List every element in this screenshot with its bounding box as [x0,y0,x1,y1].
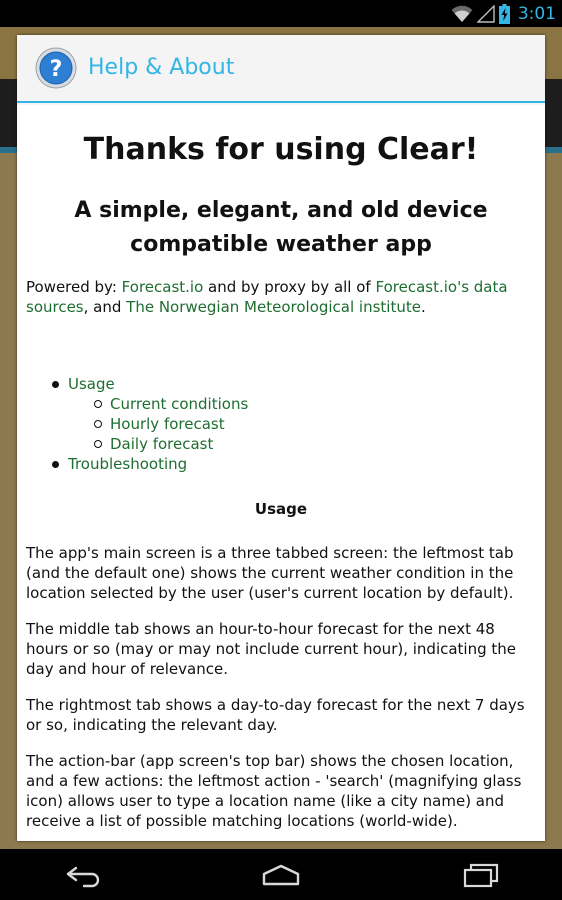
help-icon [35,47,77,89]
norwegian-met-link[interactable]: The Norwegian Meteorological institute [126,298,421,316]
forecast-io-link[interactable]: Forecast.io [121,278,204,296]
back-icon[interactable] [62,862,106,888]
status-icons [451,2,556,25]
signal-icon [477,5,495,23]
dialog-title: Help & About [88,55,235,80]
page-heading: Thanks for using Clear! [83,132,479,167]
usage-paragraph: The app's main screen is a three tabbed screen: the leftmost tab (and the default one) shows the current weather condition in the location selected by the user (user's current location by default). [26,544,514,602]
usage-paragraph: The middle tab shows an hour-to-hour forecast for the next 48 hours or so (may or may not include current hour), indicating the day and hour of relevance. [26,620,517,678]
toc-item-troubleshooting [68,454,536,474]
toc-link-daily-forecast[interactable]: Daily forecast [110,435,214,453]
navigation-bar [0,849,562,900]
toc-item-hourly-forecast [110,414,536,434]
recent-apps-icon[interactable] [459,862,503,888]
dialog-header [17,35,545,103]
dialog-content[interactable] [17,105,545,841]
usage-paragraph: The action-bar (app screen's top bar) shows the chosen location, and a few actions: the leftmost action - 'search' (magnifying glass icon) allows user to type a location name (like a city name) and receive a list of possible matching locations (world-wide). [26,752,522,830]
toc-item-daily-forecast [110,434,536,454]
toc-item-usage [68,374,536,454]
status-clock: 3:01 [517,3,556,24]
toc-link-current-conditions[interactable]: Current conditions [110,395,249,413]
toc-link-troubleshooting[interactable]: Troubleshooting [68,455,188,473]
page-subheading: A simple, elegant, and old device compatible weather app [74,198,488,257]
powered-by-text: Powered by: Forecast.io and by proxy by all of Forecast.io's data sources, and The Norwegian Meteorological institute. [26,278,508,316]
svg-text:?: ? [49,57,63,82]
toc-item-current-conditions [110,394,536,414]
help-about-dialog [17,35,545,841]
battery-charging-icon [499,4,510,24]
status-bar [0,0,562,27]
table-of-contents [26,374,536,474]
toc-link-hourly-forecast[interactable]: Hourly forecast [110,415,225,433]
wifi-icon [451,5,473,23]
usage-section-title: Usage [254,500,308,518]
usage-paragraph: The rightmost tab shows a day-to-day forecast for the next 7 days or so, indicating the relevant day. [26,696,525,734]
toc-link-usage[interactable]: Usage [68,375,115,393]
forecast-io-sources-link[interactable]: Forecast.io's data sources [26,278,508,316]
home-icon[interactable] [259,862,303,888]
